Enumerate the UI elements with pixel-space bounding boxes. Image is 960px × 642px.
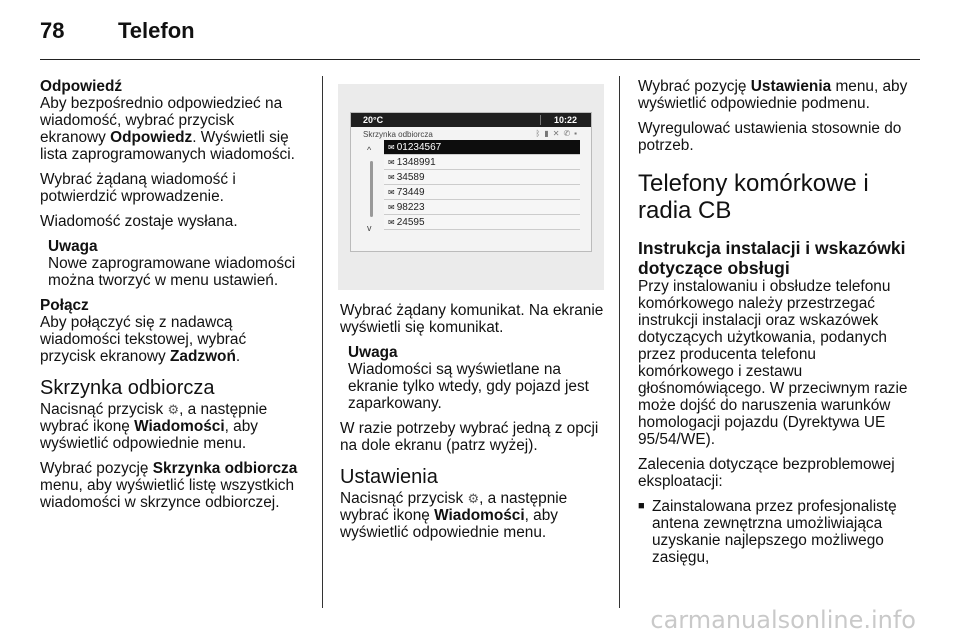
skrzynka-heading: Skrzynka odbiorcza (40, 377, 215, 399)
screen-temperature: 20°C (363, 115, 384, 125)
message-row[interactable] (384, 170, 580, 185)
envelope-icon: ✉ (388, 203, 395, 212)
polacz-paragraph: Aby połączyć się z nadawcą wiadomości tekstowej, wybrać przycisk ekranowy Zadzwoń. (40, 314, 247, 365)
phone-icon: ✆ (563, 129, 575, 138)
envelope-icon: ✉ (388, 143, 395, 152)
note-box (40, 238, 304, 289)
col3-paragraph-4: Zalecenia dotyczące bezproblemowej eksploatacji: (638, 456, 895, 490)
screen-status-bar (351, 113, 591, 127)
status-icons (536, 129, 581, 138)
skrzynka-paragraph-1: Nacisnąć przycisk ⚙, a następnie wybrać ikonę Wiadomości, aby wyświetlić odpowiednie menu. (40, 401, 268, 452)
scrollbar-track[interactable] (370, 161, 373, 217)
col3-paragraph-3: Przy instalowaniu i obsłudze telefonu komórkowego należy przestrzegać instrukcji instalacji oraz wskazówek dotyczących użytkowania, podanych przez producenta telefonu komórkowego i zestawu głośnomówiącego. W przeciwnym razie może dojść do naruszenia warunków homologacji pojazdu (Dyrektywa UE 95/54/WE). (638, 278, 908, 448)
subsection-heading: Instrukcja instalacji i wskazówki dotyczące obsługi (638, 238, 906, 278)
message-row[interactable] (384, 185, 580, 200)
col3-paragraph-1: Wybrać pozycję Ustawienia menu, aby wyświetlić odpowiednie podmenu. (638, 78, 908, 112)
mute-icon: ✕ (552, 129, 564, 138)
inbox-screen-figure (338, 84, 604, 290)
odpowiedz-paragraph-3: Wiadomość zostaje wysłana. (40, 213, 238, 230)
ustawienia-paragraph: Nacisnąć przycisk ⚙, a następnie wybrać ikonę Wiadomości, aby wyświetlić odpowiednie menu. (340, 490, 568, 541)
note-heading-2: Uwaga (348, 344, 398, 361)
page-title: Telefon (118, 18, 195, 43)
message-row[interactable] (384, 215, 580, 230)
page-header (40, 18, 920, 60)
zadzwon-button-name: Zadzwoń (170, 348, 236, 365)
odpowiedz-heading: Odpowiedź (40, 78, 123, 95)
note-text: Nowe zaprogramowane wiadomości można tworzyć w menu ustawień. (48, 255, 296, 289)
odpowiedz-button-name: Odpowiedz (110, 129, 193, 146)
message-sender: 73449 (396, 187, 425, 198)
column-2 (340, 302, 604, 549)
ustawienia-heading: Ustawienia (340, 466, 438, 488)
col3-paragraph-2: Wyregulować ustawienia stosownie do potrzeb. (638, 120, 902, 154)
envelope-icon: ✉ (388, 218, 395, 227)
status-separator (540, 115, 541, 125)
settings-gear-icon: ⚙ (167, 402, 180, 417)
message-sender: 01234567 (396, 142, 442, 153)
column-divider-2 (619, 76, 620, 608)
polacz-heading: Połącz (40, 297, 89, 314)
message-sender: 34589 (396, 172, 425, 183)
screen-time: 10:22 (553, 115, 577, 125)
message-sender: 1348991 (396, 157, 436, 168)
signal-icon: ▮ (544, 129, 553, 138)
message-row[interactable] (384, 140, 580, 155)
col2-paragraph-2: W razie potrzeby wybrać jedną z opcji na dole ekranu (patrz wyżej). (340, 420, 599, 454)
note-box-2 (340, 344, 604, 412)
bullet-item-1: ■ Zainstalowana przez profesjonalistę antena zewnętrzna umożliwiająca uzyskanie najlepszego możliwego zasięgu, (638, 498, 910, 566)
header-rule (40, 59, 920, 60)
col2-paragraph-1: Wybrać żądany komunikat. Na ekranie wyświetli się komunikat. (340, 302, 604, 336)
battery-icon: ▪ (574, 129, 581, 138)
scroll-up-icon[interactable]: ^ (367, 145, 372, 155)
message-list (384, 140, 580, 230)
message-row[interactable] (384, 200, 580, 215)
message-sender: 98223 (396, 202, 425, 213)
column-3 (638, 78, 910, 566)
message-row[interactable] (384, 155, 580, 170)
envelope-icon: ✉ (388, 188, 395, 197)
envelope-icon: ✉ (388, 158, 395, 167)
skrzynka-paragraph-2: Wybrać pozycję Skrzynka odbiorcza menu, aby wyświetlić listę wszystkich wiadomości w skrzynce odbiorczej. (40, 460, 298, 511)
section-heading: Telefony komórkowe i radia CB (638, 170, 869, 224)
page-number: 78 (40, 18, 65, 43)
column-divider-1 (322, 76, 323, 608)
settings-gear-icon-2: ⚙ (467, 491, 480, 506)
bluetooth-icon: ᛒ (535, 129, 545, 138)
odpowiedz-paragraph-2: Wybrać żądaną wiadomość i potwierdzić wprowadzenie. (40, 171, 236, 205)
message-sender: 24595 (396, 217, 425, 228)
note-heading: Uwaga (48, 238, 98, 255)
screen-menu-label: Skrzynka odbiorcza (363, 130, 433, 139)
watermark: carmanualsonline.info (650, 606, 916, 634)
envelope-icon: ✉ (388, 173, 395, 182)
odpowiedz-paragraph-1: Aby bezpośrednio odpowiedzieć na wiadomość, wybrać przycisk ekranowy Odpowiedz. Wyświetli się lista zaprogramowanych wiadomości. (40, 95, 295, 163)
scroll-down-icon[interactable]: v (367, 223, 372, 233)
note-text-2: Wiadomości są wyświetlane na ekranie tylko wtedy, gdy pojazd jest zaparkowany. (348, 361, 589, 412)
column-1 (40, 78, 304, 519)
